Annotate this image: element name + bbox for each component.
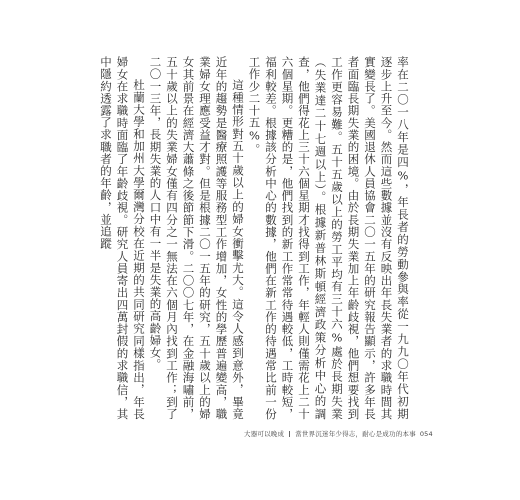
page-footer bbox=[244, 429, 433, 438]
footer-separator bbox=[289, 431, 290, 437]
paragraph-1: 率在二〇一八年是四%，年長者的勞動參與率從一九九〇年代初期逐步上升至今。然而這些數據並沒有反映出年長失業者的求職時間其實變長了。美國退休人員協會二〇一五年的研究報告顯示，許多年長者面臨長期失業的困境。由於長期失業加上年齡歧視，他們想要找到工作更容易難。五十五歲以上的勞工平均有三十六%處於長期失業（失業達二十七週以上）。根據新普林斯頓經濟政策分析中心的調查，他們得花上三十六個星期才找得到工作，年輕人則僅需花上二十六個星期。更糟的是，他們找到的新工作常常待遇較低，工時較短，福利較差。根據該分析中心的數據，他們在新工作的待遇常比前一份工作少二十五%。 bbox=[247, 56, 410, 420]
paragraph-2: 這種情形對五十歲以上的婦女衝擊尤大。這令人感到意外，畢竟近年的趨勢是醫療照護等服務型工作增加，女性的學歷普遍變高，職業婦女理應受益才對。但是根據二〇一五年的研究，五十歲以上的婦女其前景在經濟大蕭條之後節節下滑。二〇〇七年，在金融海嘯前，五十歲以上的失業婦女僅有四分之一無法在六個月內找到工作；到了二〇一三年，長期失業的人口中有一半是失業的高齡婦女。 bbox=[148, 56, 245, 420]
paragraph-3: 杜蘭大學和加州大學爾灣分校在近期的共同研究同樣指出，年長婦女在求職時面臨了年齡歧視。研究人員寄出四萬封假的求職信，其中隱約透露了求職者的年齡，並追蹤 bbox=[99, 56, 146, 420]
footer-book-title: 大器可以晚成 bbox=[244, 430, 285, 438]
body-text bbox=[99, 56, 411, 420]
footer-chapter-title: 當世界沉迷年少得志，耐心是成功的本事 bbox=[295, 430, 416, 438]
page-number: 054 bbox=[419, 430, 433, 438]
